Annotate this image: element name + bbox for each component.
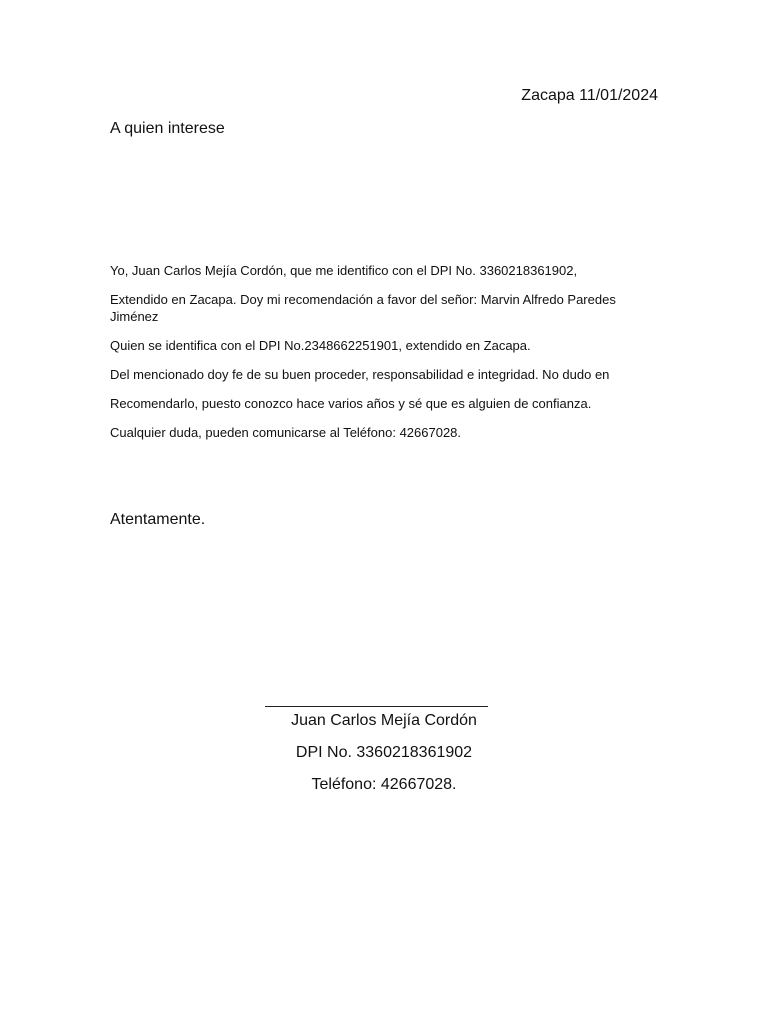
body-paragraph: Recomendarlo, puesto conozco hace varios años y sé que es alguien de confianza. <box>110 396 592 411</box>
body-paragraph: Quien se identifica con el DPI No.2348662251901, extendido en Zacapa. <box>110 338 531 353</box>
body-paragraph: Del mencionado doy fe de su buen proceder, responsabilidad e integridad. No dudo en <box>110 367 610 382</box>
body-paragraph: Extendido en Zacapa. Doy mi recomendación a favor del señor: Marvin Alfredo Paredes Jiménez <box>110 292 616 324</box>
signature-line <box>265 706 488 707</box>
letter-date: Zacapa 11/01/2024 <box>521 87 658 104</box>
signature-dpi: DPI No. 3360218361902 <box>295 744 473 761</box>
body-paragraph: Cualquier duda, pueden comunicarse al Teléfono: 42667028. <box>110 425 462 440</box>
closing: Atentamente. <box>110 511 206 528</box>
signature-phone: Teléfono: 42667028. <box>311 776 457 793</box>
letter-body <box>110 262 670 453</box>
salutation: A quien interese <box>110 120 225 137</box>
body-paragraph: Yo, Juan Carlos Mejía Cordón, que me identifico con el DPI No. 3360218361902, <box>110 263 578 278</box>
signature-name: Juan Carlos Mejía Cordón <box>291 712 477 729</box>
